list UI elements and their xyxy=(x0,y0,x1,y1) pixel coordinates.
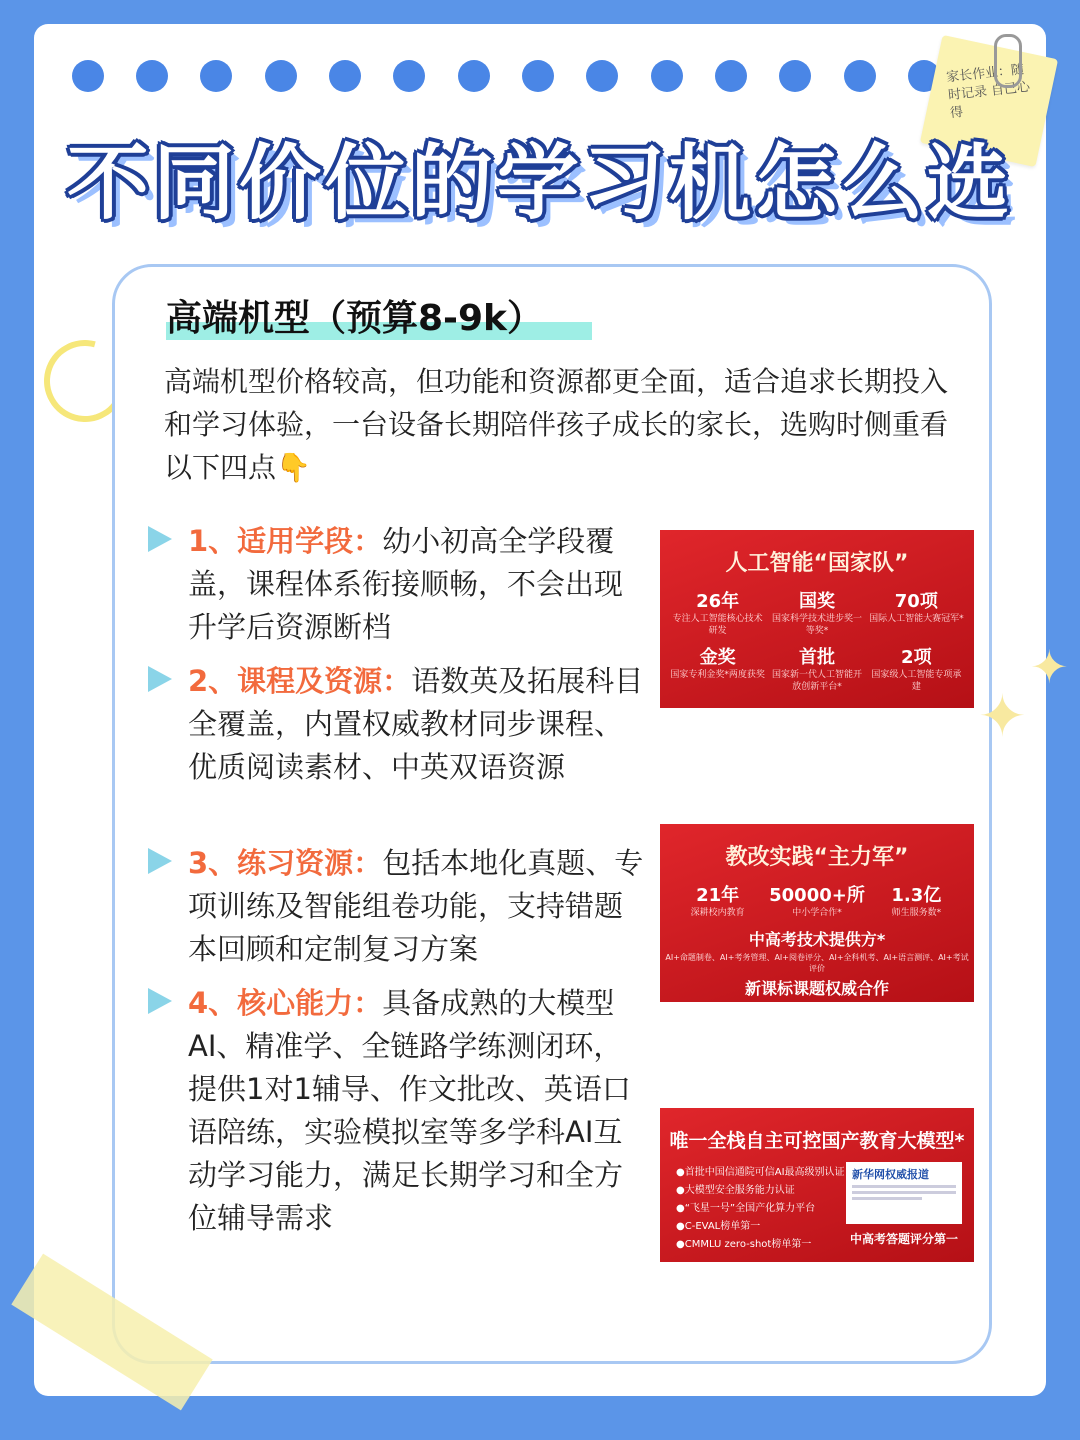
image-subtitle: 新课标课题权威合作 xyxy=(744,979,889,998)
stat-caption: 国家级人工智能专项承建 xyxy=(871,670,962,692)
dot xyxy=(651,60,683,92)
image-subtitle: 中高考技术提供方* xyxy=(748,930,886,949)
intro-paragraph: 高端机型价格较高，但功能和资源都更全面，适合追求长期投入和学习体验，一台设备长期陪伴孩子成长的家长，选购时侧重看以下四点👇 xyxy=(164,365,949,484)
education-model-image xyxy=(660,1108,974,1262)
point-text: 幼小初高全学段覆盖，课程体系衔接顺畅，不会出现升学后资源断档 xyxy=(188,524,624,644)
triangle-arrow-icon xyxy=(148,988,172,1014)
point-label: 3、练习资源： xyxy=(188,846,383,880)
stat-value: 1.3亿 xyxy=(891,885,942,906)
decorative-dots xyxy=(72,60,952,100)
stat-caption: 专注人工智能核心技术研发 xyxy=(672,614,763,636)
bullet-item: ●大模型安全服务能力认证 xyxy=(676,1185,795,1196)
dot xyxy=(844,60,876,92)
image-title: 教改实践“主力军” xyxy=(725,845,909,870)
dot xyxy=(458,60,490,92)
dot xyxy=(393,60,425,92)
stat-value: 50000+所 xyxy=(769,885,865,906)
dot xyxy=(265,60,297,92)
text-line xyxy=(852,1191,956,1194)
bullet-item: ●CMMLU zero-shot榜单第一 xyxy=(676,1239,812,1250)
paperclip-icon xyxy=(994,34,1022,88)
dot xyxy=(586,60,618,92)
ai-national-team-image xyxy=(660,530,974,708)
dot xyxy=(779,60,811,92)
stat-value: 2项 xyxy=(901,647,932,668)
sticky-note-text: 家长作业：随时记录 自己心得 xyxy=(945,62,1031,122)
text-line xyxy=(852,1197,922,1200)
stat-caption: 国家专利金奖*两度获奖 xyxy=(670,670,765,680)
stat-caption: 国际人工智能大赛冠军* xyxy=(869,614,964,624)
stat-caption: 师生服务数* xyxy=(891,908,942,918)
stat-value: 21年 xyxy=(696,885,740,906)
sparkle-icon: ✦ xyxy=(978,682,1027,750)
dot xyxy=(715,60,747,92)
stat-value: 26年 xyxy=(696,591,740,612)
bullet-item: ●C-EVAL榜单第一 xyxy=(676,1221,761,1232)
stat-caption: 国家科学技术进步奖一等奖* xyxy=(771,614,862,636)
bullet-item: ●“飞星一号”全国产化算力平台 xyxy=(676,1203,816,1214)
dot xyxy=(329,60,361,92)
stat-caption: 深耕校内教育 xyxy=(690,908,745,918)
image-caption: 中高考答题评分第一 xyxy=(849,1232,958,1246)
image-fineprint: AI+命题制卷、AI+考务管理、AI+阅卷评分、AI+全科机考、AI+语言测评、AI+考试评价 xyxy=(665,953,969,973)
dot xyxy=(72,60,104,92)
dot xyxy=(522,60,554,92)
stat-value: 金奖 xyxy=(699,647,736,668)
point-text: 语数英及拓展科目全覆盖，内置权威教材同步课程、优质阅读素材、中英双语资源 xyxy=(188,664,644,784)
text-line xyxy=(852,1185,956,1188)
bullet-list xyxy=(676,1164,846,1254)
point-text: 具备成熟的大模型AI、精准学、全链路学练测闭环，提供1对1辅导、作文批改、英语口语陪练，实验模拟室等多学科AI互动学习能力，满足长期学习和全方位辅导需求 xyxy=(188,986,631,1235)
section-title: 高端机型（预算8-9k） xyxy=(166,298,543,339)
point-label: 1、适用学段： xyxy=(188,524,383,558)
stat-caption: 中小学合作* xyxy=(792,908,842,918)
image-title: 唯一全栈自主可控国产教育大模型* xyxy=(669,1130,965,1152)
point-item xyxy=(148,660,644,789)
dot xyxy=(200,60,232,92)
point-item xyxy=(148,520,644,649)
stat-value: 70项 xyxy=(894,591,938,612)
point-label: 4、核心能力： xyxy=(188,986,383,1020)
stat-caption: 国家新一代人工智能开放创新平台* xyxy=(771,670,862,692)
triangle-arrow-icon xyxy=(148,526,172,552)
triangle-arrow-icon xyxy=(148,848,172,874)
sparkle-icon: ✦ xyxy=(1030,640,1069,694)
point-item xyxy=(148,842,644,971)
triangle-arrow-icon xyxy=(148,666,172,692)
bullet-item: ●首批中国信通院可信AI最高级别认证 xyxy=(676,1167,845,1178)
education-reform-image xyxy=(660,824,974,1002)
point-label: 2、课程及资源： xyxy=(188,664,412,698)
point-text: 包括本地化真题、专项训练及智能组卷功能，支持错题本回顾和定制复习方案 xyxy=(188,846,644,966)
stat-value: 首批 xyxy=(798,647,835,668)
news-thumbnail xyxy=(846,1162,962,1224)
news-title: 新华网权威报道 xyxy=(852,1168,929,1181)
dot xyxy=(136,60,168,92)
stat-value: 国奖 xyxy=(798,591,835,612)
point-item xyxy=(148,982,644,1240)
page-title: 不同价位的学习机怎么选 xyxy=(66,136,1013,231)
image-title: 人工智能“国家队” xyxy=(725,551,909,576)
